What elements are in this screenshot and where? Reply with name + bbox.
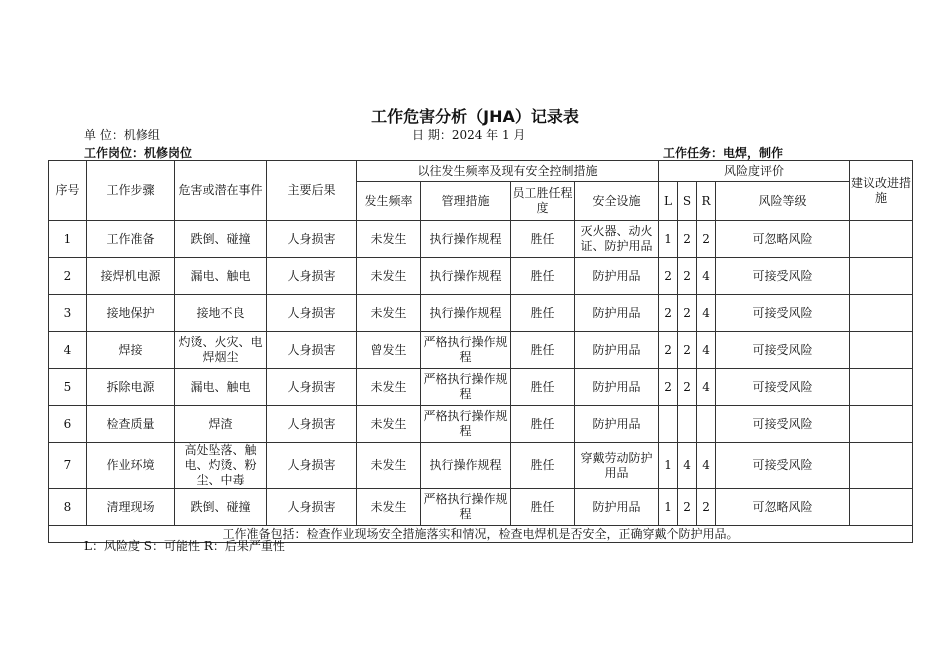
cell-l: 1 [659,443,678,489]
header-management: 管理措施 [421,182,511,221]
cell-s: 4 [678,443,697,489]
cell-hazard: 漏电、触电 [175,369,267,406]
table-row [49,406,913,443]
cell-suggest [850,258,913,295]
header-s: S [678,182,697,221]
cell-r: 4 [697,258,716,295]
cell-facility: 防护用品 [575,406,659,443]
header-consequence: 主要后果 [267,161,357,221]
cell-competence: 胜任 [511,406,575,443]
date-label: 日 期：2024 年 1 月 [412,128,526,142]
cell-seq: 8 [49,489,87,526]
header-frequency: 发生频率 [357,182,421,221]
cell-suggest [850,221,913,258]
header-control-group: 以往发生频率及现有安全控制措施 [357,161,659,182]
cell-seq: 5 [49,369,87,406]
cell-frequency: 未发生 [357,406,421,443]
header-competence: 员工胜任程度 [511,182,575,221]
cell-s: 2 [678,332,697,369]
cell-competence: 胜任 [511,489,575,526]
header-facility: 安全设施 [575,182,659,221]
cell-level: 可接受风险 [716,295,850,332]
cell-competence: 胜任 [511,221,575,258]
table-row [49,295,913,332]
cell-step: 接焊机电源 [87,258,175,295]
unit-label: 单 位：机修组 [84,128,160,142]
cell-seq: 6 [49,406,87,443]
task-label: 工作任务：电焊，制作 [663,146,784,160]
cell-consequence: 人身损害 [267,332,357,369]
header-r: R [697,182,716,221]
cell-r: 2 [697,489,716,526]
cell-hazard: 焊渣 [175,406,267,443]
header-hazard: 危害或潜在事件 [175,161,267,221]
table-row [49,489,913,526]
cell-l: 1 [659,221,678,258]
page-title: 工作危害分析（JHA）记录表 [371,107,579,126]
table-row [49,221,913,258]
cell-suggest [850,332,913,369]
cell-consequence: 人身损害 [267,295,357,332]
cell-competence: 胜任 [511,443,575,489]
cell-r [697,406,716,443]
cell-level: 可接受风险 [716,443,850,489]
cell-step: 检查质量 [87,406,175,443]
cell-consequence: 人身损害 [267,258,357,295]
cell-suggest [850,489,913,526]
cell-step: 工作准备 [87,221,175,258]
cell-facility: 防护用品 [575,258,659,295]
cell-s: 2 [678,489,697,526]
cell-consequence: 人身损害 [267,406,357,443]
cell-management: 执行操作规程 [421,258,511,295]
cell-facility: 穿戴劳动防护用品 [575,443,659,489]
cell-suggest [850,369,913,406]
cell-management: 严格执行操作规程 [421,406,511,443]
legend-note: L：风险度 S：可能性 R：后果严重性 [84,539,285,553]
cell-r: 4 [697,332,716,369]
table-row [49,369,913,406]
cell-level: 可接受风险 [716,369,850,406]
cell-suggest [850,443,913,489]
cell-r: 4 [697,295,716,332]
cell-competence: 胜任 [511,258,575,295]
cell-competence: 胜任 [511,332,575,369]
header-step: 工作步骤 [87,161,175,221]
post-label: 工作岗位：机修岗位 [84,146,193,160]
cell-s: 2 [678,258,697,295]
table-row [49,443,913,489]
cell-l: 2 [659,295,678,332]
cell-facility: 防护用品 [575,332,659,369]
cell-management: 执行操作规程 [421,295,511,332]
cell-s: 2 [678,295,697,332]
cell-consequence: 人身损害 [267,221,357,258]
cell-seq: 1 [49,221,87,258]
cell-step: 清理现场 [87,489,175,526]
cell-l: 2 [659,332,678,369]
header-seq: 序号 [49,161,87,221]
cell-hazard: 灼烫、火灾、电焊烟尘 [175,332,267,369]
cell-seq: 4 [49,332,87,369]
cell-management: 严格执行操作规程 [421,489,511,526]
cell-frequency: 未发生 [357,489,421,526]
cell-s: 2 [678,221,697,258]
header-level: 风险等级 [716,182,850,221]
cell-step: 作业环境 [87,443,175,489]
cell-r: 4 [697,369,716,406]
cell-level: 可接受风险 [716,406,850,443]
cell-s: 2 [678,369,697,406]
cell-level: 可接受风险 [716,258,850,295]
cell-l: 2 [659,369,678,406]
header-suggest: 建议改进措施 [850,161,913,221]
cell-frequency: 未发生 [357,295,421,332]
cell-hazard: 跌倒、碰撞 [175,489,267,526]
cell-consequence: 人身损害 [267,489,357,526]
cell-frequency: 未发生 [357,221,421,258]
cell-level: 可接受风险 [716,332,850,369]
table-row [49,258,913,295]
cell-suggest [850,295,913,332]
cell-level: 可忽略风险 [716,221,850,258]
cell-facility: 灭火器、动火证、防护用品 [575,221,659,258]
table-row [49,332,913,369]
cell-seq: 3 [49,295,87,332]
cell-l [659,406,678,443]
cell-management: 严格执行操作规程 [421,369,511,406]
cell-hazard: 接地不良 [175,295,267,332]
cell-seq: 2 [49,258,87,295]
cell-r: 4 [697,443,716,489]
cell-consequence: 人身损害 [267,443,357,489]
cell-r: 2 [697,221,716,258]
cell-consequence: 人身损害 [267,369,357,406]
cell-step: 拆除电源 [87,369,175,406]
cell-l: 1 [659,489,678,526]
cell-s [678,406,697,443]
cell-hazard: 漏电、触电 [175,258,267,295]
cell-level: 可忽略风险 [716,489,850,526]
cell-facility: 防护用品 [575,369,659,406]
cell-management: 严格执行操作规程 [421,332,511,369]
cell-step: 焊接 [87,332,175,369]
footer-note: 工作准备包括：检查作业现场安全措施落实和情况，检查电焊机是否安全，正确穿戴个防护用品。 [49,526,913,543]
cell-suggest [850,406,913,443]
cell-frequency: 曾发生 [357,332,421,369]
cell-l: 2 [659,258,678,295]
cell-hazard: 高处坠落、触电、灼烫、粉尘、中毒 [175,443,267,489]
cell-frequency: 未发生 [357,369,421,406]
cell-hazard: 跌倒、碰撞 [175,221,267,258]
cell-management: 执行操作规程 [421,443,511,489]
cell-facility: 防护用品 [575,489,659,526]
cell-frequency: 未发生 [357,258,421,295]
header-l: L [659,182,678,221]
cell-competence: 胜任 [511,369,575,406]
cell-frequency: 未发生 [357,443,421,489]
jha-table [48,160,913,543]
cell-facility: 防护用品 [575,295,659,332]
cell-seq: 7 [49,443,87,489]
cell-step: 接地保护 [87,295,175,332]
cell-management: 执行操作规程 [421,221,511,258]
header-risk-group: 风险度评价 [659,161,850,182]
cell-competence: 胜任 [511,295,575,332]
